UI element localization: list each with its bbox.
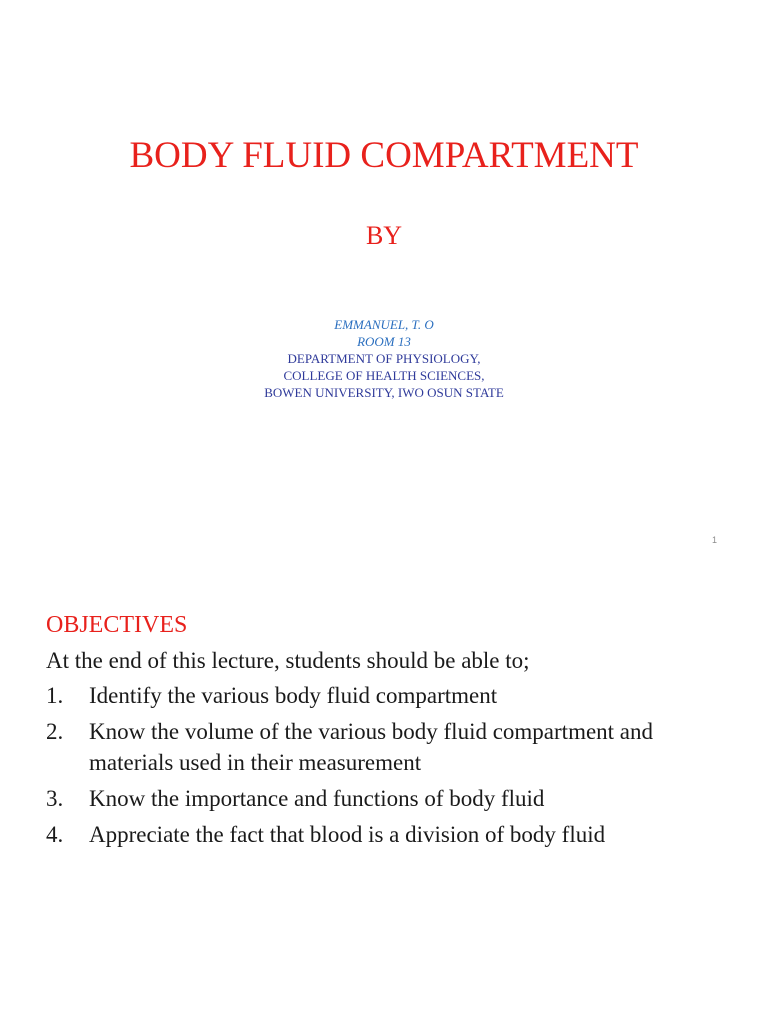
list-item-number: 1. xyxy=(46,683,64,708)
list-item-number: 4. xyxy=(46,822,64,847)
objectives-intro: At the end of this lecture, students should be able to; xyxy=(46,648,530,673)
list-item-text: Know the volume of the various body fluid compartment and materials used in their measurement xyxy=(89,719,654,775)
page-number: 1 xyxy=(712,535,718,545)
objectives-list xyxy=(46,680,736,855)
by-label: BY xyxy=(365,221,403,250)
list-item-text: Appreciate the fact that blood is a division of body fluid xyxy=(89,822,606,847)
affiliation-department: DEPARTMENT OF PHYSIOLOGY, xyxy=(287,351,481,366)
list-item-number: 3. xyxy=(46,786,64,811)
affiliation-university: BOWEN UNIVERSITY, IWO OSUN STATE xyxy=(264,385,504,400)
list-item xyxy=(46,783,736,814)
list-item-text: Identify the various body fluid compartment xyxy=(89,683,498,708)
author-block xyxy=(0,316,768,401)
list-item xyxy=(46,716,736,778)
objectives-heading: OBJECTIVES xyxy=(46,612,188,638)
affiliation-college: COLLEGE OF HEALTH SCIENCES, xyxy=(283,368,485,383)
author-name: EMMANUEL, T. O xyxy=(334,317,434,332)
objectives-slide xyxy=(0,576,768,1024)
room-number: ROOM 13 xyxy=(357,334,411,349)
list-item xyxy=(46,680,736,711)
slide-title: BODY FLUID COMPARTMENT xyxy=(129,135,639,176)
list-item xyxy=(46,819,736,850)
list-item-number: 2. xyxy=(46,719,64,744)
list-item-text: Know the importance and functions of body fluid xyxy=(89,786,545,811)
